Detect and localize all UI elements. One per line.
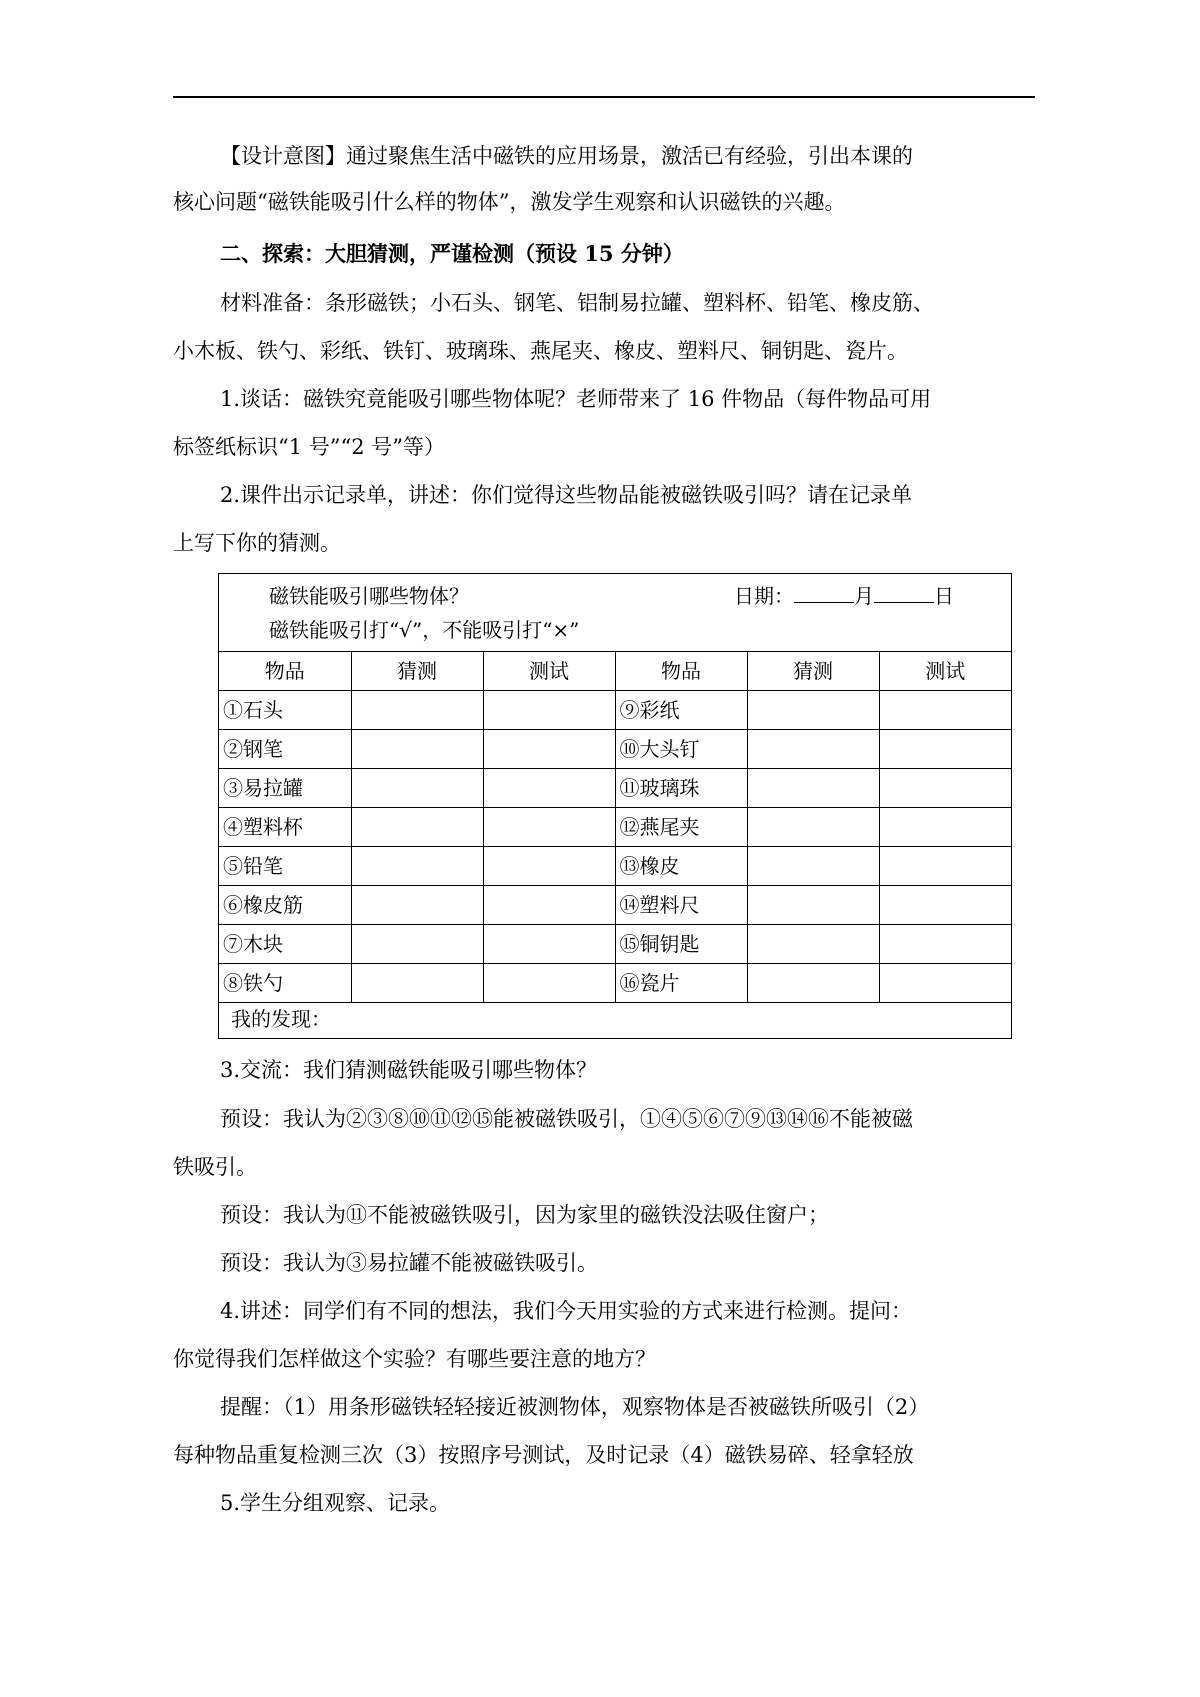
guess-cell[interactable]	[351, 964, 483, 1003]
item-name-cell: ⑨彩纸	[615, 691, 747, 730]
guess-cell[interactable]	[351, 847, 483, 886]
column-header: 猜测	[747, 652, 879, 691]
reminder-line-2: 每种物品重复检测三次（3）按照序号测试，及时记录（4）磁铁易碎、轻拿轻放	[173, 1443, 914, 1467]
item-name-cell: ①石头	[219, 691, 351, 730]
date-field	[734, 582, 954, 610]
day-label: 日	[934, 584, 954, 608]
guess-cell[interactable]	[747, 886, 879, 925]
item-name-cell: ④塑料杯	[219, 808, 351, 847]
table-row	[219, 847, 1011, 886]
materials-line-2: 小木板、铁勺、彩纸、铁钉、玻璃珠、燕尾夹、橡皮、塑料尺、铜钥匙、瓷片。	[173, 339, 908, 363]
guess-cell[interactable]	[747, 847, 879, 886]
finding-label: 我的发现：	[231, 1007, 331, 1031]
table-row	[219, 808, 1011, 847]
date-label: 日期：	[734, 584, 794, 608]
table-row	[219, 691, 1011, 730]
materials-line-1: 材料准备：条形磁铁；小石头、钢笔、铝制易拉罐、塑料杯、铅笔、橡皮筋、	[220, 291, 934, 315]
guess-cell[interactable]	[747, 769, 879, 808]
test-cell[interactable]	[483, 730, 615, 769]
item-name-cell: ②钢笔	[219, 730, 351, 769]
table-header-row	[219, 652, 1011, 691]
item-name-cell: ⑪玻璃珠	[615, 769, 747, 808]
test-cell[interactable]	[879, 847, 1011, 886]
record-sheet	[218, 573, 1012, 1039]
design-intent-line-2: 核心问题“磁铁能吸引什么样的物体”，激发学生观察和认识磁铁的兴趣。	[173, 190, 846, 214]
test-cell[interactable]	[879, 808, 1011, 847]
test-cell[interactable]	[879, 964, 1011, 1003]
item-name-cell: ⑦木块	[219, 925, 351, 964]
sheet-title: 磁铁能吸引哪些物体？	[269, 584, 469, 608]
header-rule	[173, 96, 1035, 98]
guess-cell[interactable]	[351, 769, 483, 808]
item-name-cell: ③易拉罐	[219, 769, 351, 808]
table-row	[219, 886, 1011, 925]
column-header: 猜测	[351, 652, 483, 691]
step3-line: 3.交流：我们猜测磁铁能吸引哪些物体？	[220, 1058, 598, 1082]
item-name-cell: ⑮铜钥匙	[615, 925, 747, 964]
column-header: 物品	[615, 652, 747, 691]
table-row	[219, 925, 1011, 964]
guess-cell[interactable]	[747, 730, 879, 769]
test-cell[interactable]	[879, 730, 1011, 769]
guess-cell[interactable]	[351, 808, 483, 847]
guess-cell[interactable]	[747, 925, 879, 964]
my-finding-row	[219, 1000, 1011, 1038]
step4-line-2: 你觉得我们怎样做这个实验？有哪些要注意的地方？	[173, 1347, 656, 1371]
column-header: 测试	[483, 652, 615, 691]
item-name-cell: ⑬橡皮	[615, 847, 747, 886]
guess-cell[interactable]	[351, 730, 483, 769]
table-row	[219, 964, 1011, 1003]
test-cell[interactable]	[483, 769, 615, 808]
section-heading: 二、探索：大胆猜测，严谨检测（预设 15 分钟）	[220, 241, 684, 266]
design-intent-line-1: 【设计意图】通过聚焦生活中磁铁的应用场景，激活已有经验，引出本课的	[220, 144, 913, 168]
test-cell[interactable]	[483, 808, 615, 847]
table-row	[219, 730, 1011, 769]
test-cell[interactable]	[483, 847, 615, 886]
test-cell[interactable]	[483, 964, 615, 1003]
test-cell[interactable]	[483, 691, 615, 730]
test-cell[interactable]	[483, 925, 615, 964]
record-table	[219, 652, 1011, 1003]
preset-line-1-cont: 铁吸引。	[173, 1155, 257, 1179]
preset-line-3: 预设：我认为③易拉罐不能被磁铁吸引。	[220, 1251, 598, 1275]
month-label: 月	[854, 584, 874, 608]
item-name-cell: ⑫燕尾夹	[615, 808, 747, 847]
test-cell[interactable]	[483, 886, 615, 925]
step2-line-2: 上写下你的猜测。	[173, 531, 341, 555]
test-cell[interactable]	[879, 691, 1011, 730]
test-cell[interactable]	[879, 886, 1011, 925]
sheet-instruction: 磁铁能吸引打“√”，不能吸引打“×”	[269, 618, 580, 642]
column-header: 测试	[879, 652, 1011, 691]
test-cell[interactable]	[879, 769, 1011, 808]
item-name-cell: ⑯瓷片	[615, 964, 747, 1003]
day-blank	[874, 582, 934, 603]
guess-cell[interactable]	[747, 691, 879, 730]
test-cell[interactable]	[879, 925, 1011, 964]
guess-cell[interactable]	[351, 886, 483, 925]
item-name-cell: ⑭塑料尺	[615, 886, 747, 925]
column-header: 物品	[219, 652, 351, 691]
month-blank	[794, 582, 854, 603]
step5-line: 5.学生分组观察、记录。	[220, 1491, 451, 1515]
reminder-line-1: 提醒：（1）用条形磁铁轻轻接近被测物体，观察物体是否被磁铁所吸引（2）	[220, 1395, 930, 1419]
item-name-cell: ⑥橡皮筋	[219, 886, 351, 925]
table-row	[219, 769, 1011, 808]
preset-line-1: 预设：我认为②③⑧⑩⑪⑫⑮能被磁铁吸引，①④⑤⑥⑦⑨⑬⑭⑯不能被磁	[220, 1107, 913, 1131]
item-name-cell: ⑧铁勺	[219, 964, 351, 1003]
guess-cell[interactable]	[747, 808, 879, 847]
step2-line-1: 2.课件出示记录单，讲述：你们觉得这些物品能被磁铁吸引吗？请在记录单	[220, 483, 913, 507]
step1-line-2: 标签纸标识“1 号”“2 号”等）	[173, 435, 446, 459]
guess-cell[interactable]	[747, 964, 879, 1003]
guess-cell[interactable]	[351, 691, 483, 730]
step1-line-1: 1.谈话：磁铁究竟能吸引哪些物体呢？老师带来了 16 件物品（每件物品可用	[220, 387, 932, 411]
guess-cell[interactable]	[351, 925, 483, 964]
record-sheet-header	[219, 574, 1011, 652]
step4-line-1: 4.讲述：同学们有不同的想法，我们今天用实验的方式来进行检测。提问：	[220, 1299, 913, 1323]
item-name-cell: ⑤铅笔	[219, 847, 351, 886]
item-name-cell: ⑩大头钉	[615, 730, 747, 769]
preset-line-2: 预设：我认为⑪不能被磁铁吸引，因为家里的磁铁没法吸住窗户；	[220, 1203, 829, 1227]
